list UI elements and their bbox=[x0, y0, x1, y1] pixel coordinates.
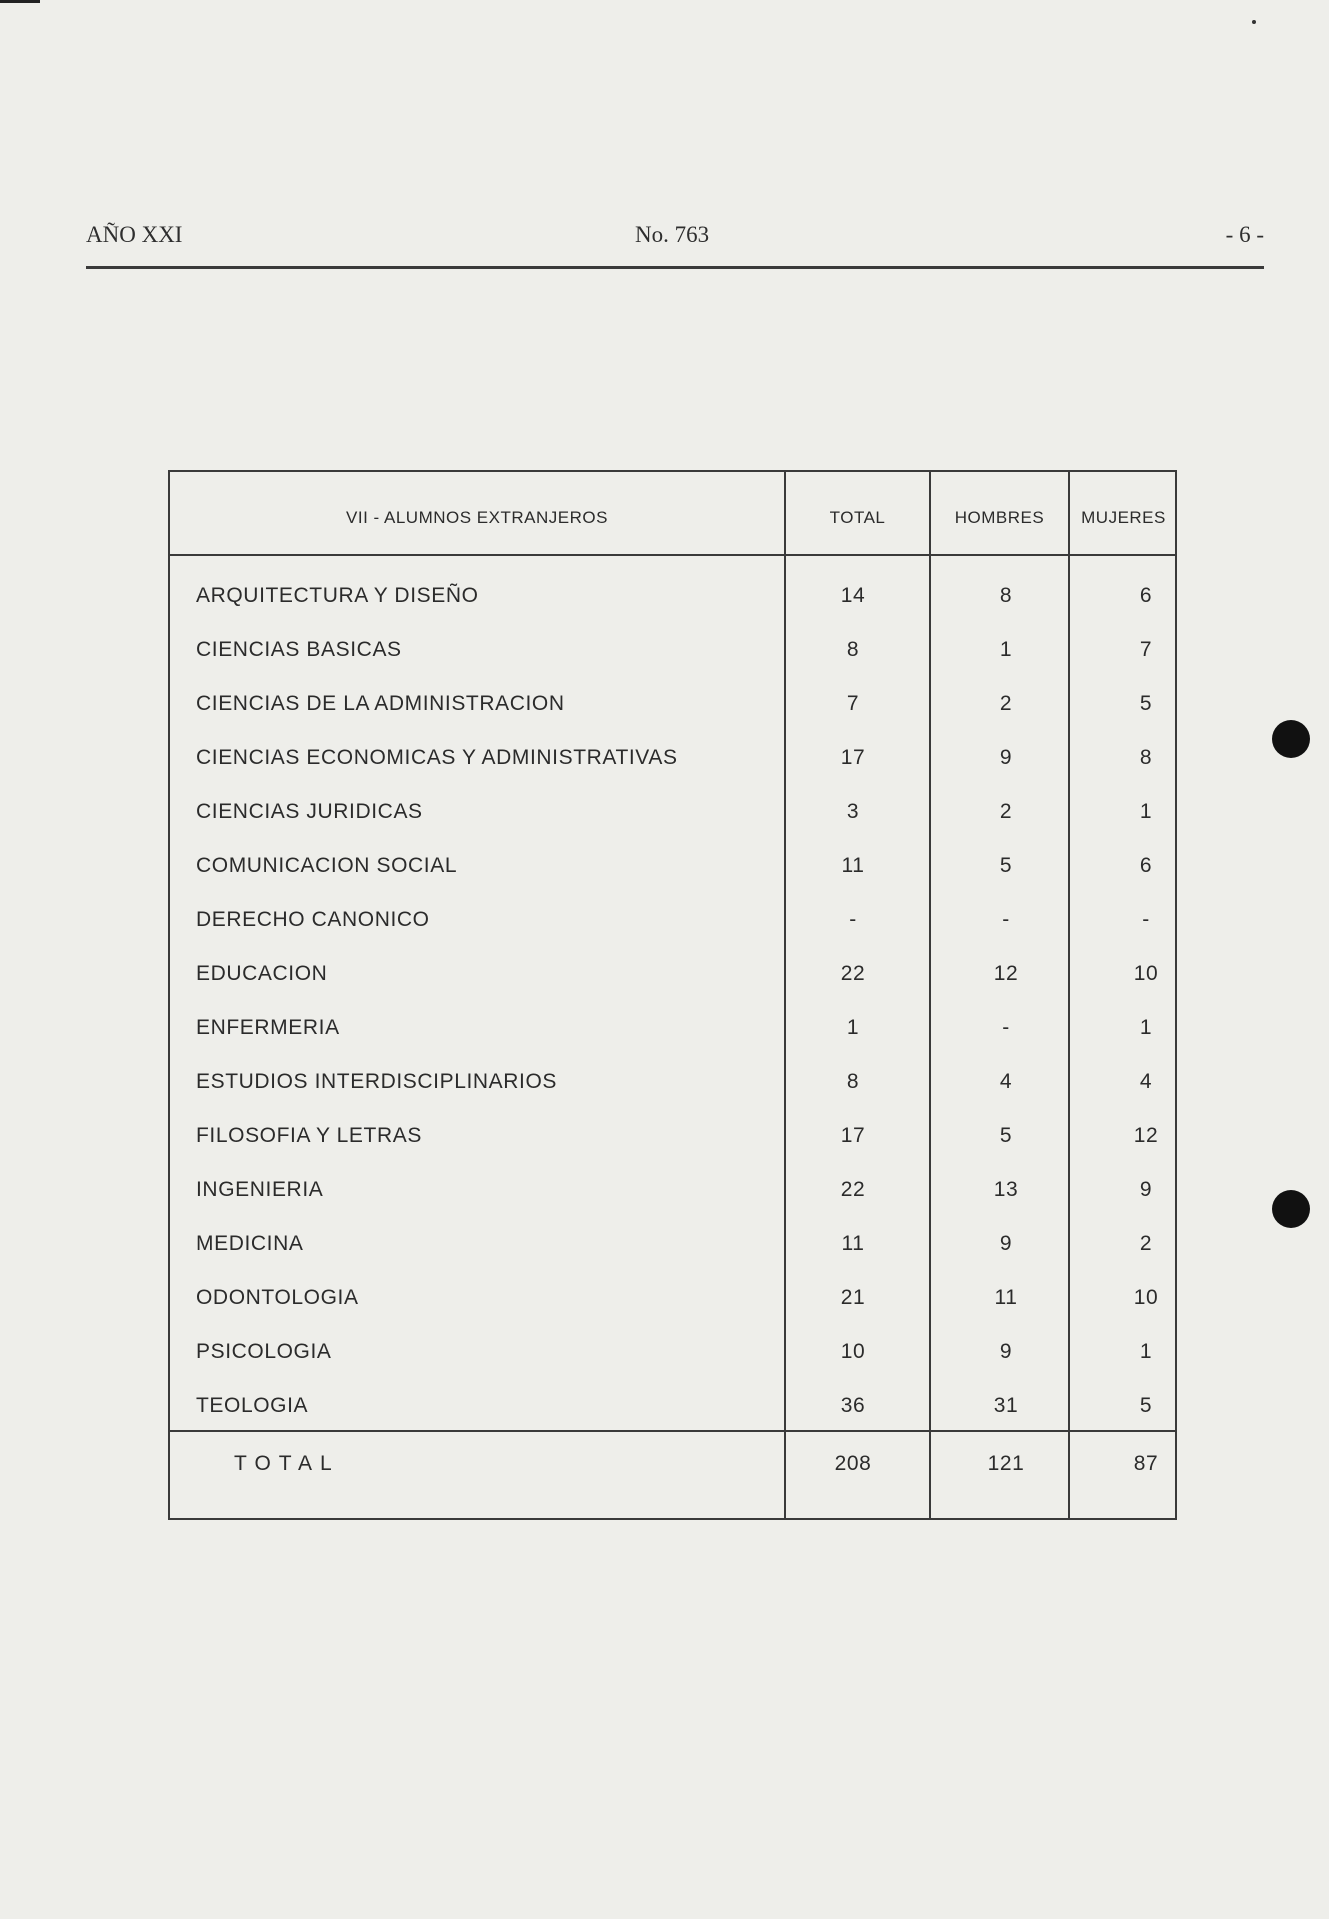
row-hombres: 11 bbox=[994, 1286, 1018, 1309]
header-number: No. 763 bbox=[635, 222, 710, 247]
row-total: 10 bbox=[840, 1340, 866, 1363]
row-mujeres: 1 bbox=[1139, 1016, 1153, 1039]
table-row bbox=[170, 788, 1175, 842]
row-total: 11 bbox=[841, 1232, 865, 1255]
table-row bbox=[170, 1166, 1175, 1220]
row-total: 7 bbox=[846, 692, 860, 715]
table-row bbox=[170, 842, 1175, 896]
row-total: - bbox=[849, 908, 857, 931]
row-category: EDUCACION bbox=[196, 962, 328, 985]
table-title: VII - ALUMNOS EXTRANJEROS bbox=[346, 508, 608, 527]
row-category: DERECHO CANONICO bbox=[196, 908, 430, 931]
row-category: CIENCIAS ECONOMICAS Y ADMINISTRATIVAS bbox=[196, 746, 678, 769]
row-category: COMUNICACION SOCIAL bbox=[196, 854, 458, 877]
row-hombres: 9 bbox=[999, 1232, 1013, 1255]
col-header-hombres: HOMBRES bbox=[954, 508, 1045, 527]
row-mujeres: 4 bbox=[1139, 1070, 1153, 1093]
row-mujeres: 5 bbox=[1139, 692, 1153, 715]
row-total: 36 bbox=[840, 1394, 866, 1417]
corner-mark bbox=[0, 0, 40, 3]
table-row bbox=[170, 680, 1175, 734]
header-divider bbox=[170, 554, 1175, 556]
punch-hole bbox=[1272, 1190, 1310, 1228]
row-category: FILOSOFIA Y LETRAS bbox=[196, 1124, 422, 1147]
totals-total: 208 bbox=[834, 1452, 872, 1475]
row-hombres: 5 bbox=[999, 1124, 1013, 1147]
row-category: CIENCIAS BASICAS bbox=[196, 638, 402, 661]
table-row bbox=[170, 572, 1175, 626]
row-hombres: 2 bbox=[999, 692, 1013, 715]
table-row bbox=[170, 1004, 1175, 1058]
table-row bbox=[170, 1058, 1175, 1112]
row-category: PSICOLOGIA bbox=[196, 1340, 332, 1363]
row-mujeres: 1 bbox=[1139, 800, 1153, 823]
row-hombres: 8 bbox=[999, 584, 1013, 607]
row-category: ENFERMERIA bbox=[196, 1016, 340, 1039]
row-total: 1 bbox=[846, 1016, 860, 1039]
row-total: 17 bbox=[840, 746, 866, 769]
row-total: 14 bbox=[840, 584, 866, 607]
table-row bbox=[170, 626, 1175, 680]
totals-mujeres: 87 bbox=[1133, 1452, 1159, 1475]
table-row bbox=[170, 1220, 1175, 1274]
row-mujeres: 9 bbox=[1139, 1178, 1153, 1201]
table-row bbox=[170, 950, 1175, 1004]
row-category: INGENIERIA bbox=[196, 1178, 324, 1201]
row-mujeres: 10 bbox=[1133, 1286, 1159, 1309]
row-hombres: 9 bbox=[999, 746, 1013, 769]
foreign-students-table bbox=[168, 470, 1177, 1520]
totals-hombres: 121 bbox=[987, 1452, 1025, 1475]
table-row bbox=[170, 734, 1175, 788]
header-rule bbox=[86, 266, 1264, 269]
row-category: ARQUITECTURA Y DISEÑO bbox=[196, 584, 479, 607]
table-row bbox=[170, 896, 1175, 950]
row-mujeres: 2 bbox=[1139, 1232, 1153, 1255]
row-category: CIENCIAS JURIDICAS bbox=[196, 800, 423, 823]
header-page: - 6 - bbox=[1225, 222, 1264, 247]
row-mujeres: 6 bbox=[1139, 854, 1153, 877]
row-total: 8 bbox=[846, 638, 860, 661]
row-hombres: 31 bbox=[993, 1394, 1019, 1417]
table-row bbox=[170, 1382, 1175, 1436]
row-category: CIENCIAS DE LA ADMINISTRACION bbox=[196, 692, 565, 715]
row-hombres: 4 bbox=[999, 1070, 1013, 1093]
row-total: 22 bbox=[840, 1178, 866, 1201]
row-mujeres: - bbox=[1142, 908, 1150, 931]
row-mujeres: 7 bbox=[1139, 638, 1153, 661]
totals-row bbox=[170, 1440, 1175, 1494]
row-hombres: 13 bbox=[993, 1178, 1019, 1201]
row-mujeres: 6 bbox=[1139, 584, 1153, 607]
row-hombres: 9 bbox=[999, 1340, 1013, 1363]
row-mujeres: 12 bbox=[1133, 1124, 1159, 1147]
table-row bbox=[170, 1274, 1175, 1328]
speck-mark bbox=[1252, 20, 1256, 24]
row-hombres: 1 bbox=[999, 638, 1013, 661]
row-category: ESTUDIOS INTERDISCIPLINARIOS bbox=[196, 1070, 558, 1093]
table-row bbox=[170, 1112, 1175, 1166]
page-header bbox=[86, 222, 1264, 262]
row-total: 21 bbox=[840, 1286, 866, 1309]
col-header-mujeres: MUJERES bbox=[1081, 508, 1166, 527]
row-hombres: - bbox=[1002, 1016, 1010, 1039]
row-hombres: 2 bbox=[999, 800, 1013, 823]
punch-hole bbox=[1272, 720, 1310, 758]
row-category: ODONTOLOGIA bbox=[196, 1286, 359, 1309]
header-year: AÑO XXI bbox=[86, 222, 183, 247]
row-category: TEOLOGIA bbox=[196, 1394, 309, 1417]
row-hombres: - bbox=[1002, 908, 1010, 931]
table-row bbox=[170, 1328, 1175, 1382]
row-total: 22 bbox=[840, 962, 866, 985]
row-category: MEDICINA bbox=[196, 1232, 304, 1255]
row-total: 17 bbox=[840, 1124, 866, 1147]
row-mujeres: 1 bbox=[1139, 1340, 1153, 1363]
totals-label: TOTAL bbox=[234, 1452, 340, 1475]
row-mujeres: 5 bbox=[1139, 1394, 1153, 1417]
row-hombres: 12 bbox=[993, 962, 1019, 985]
row-total: 8 bbox=[846, 1070, 860, 1093]
row-mujeres: 8 bbox=[1139, 746, 1153, 769]
row-mujeres: 10 bbox=[1133, 962, 1159, 985]
col-header-total: TOTAL bbox=[829, 508, 886, 527]
row-total: 3 bbox=[846, 800, 860, 823]
row-hombres: 5 bbox=[999, 854, 1013, 877]
row-total: 11 bbox=[841, 854, 865, 877]
